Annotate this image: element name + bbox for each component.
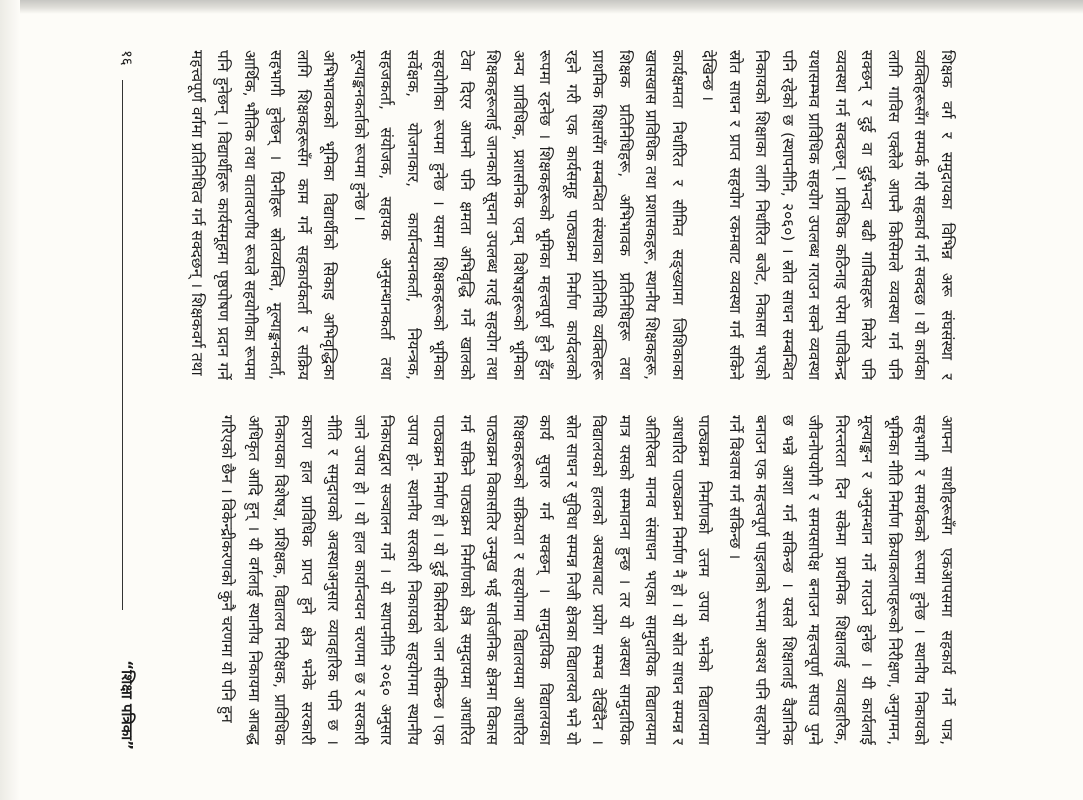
page-footer [107,50,137,750]
footer-rule [122,80,123,610]
left-text-column [160,50,960,380]
scan-edge [0,0,20,800]
scan-shadow [0,0,1083,14]
magazine-name: “शिक्षा पत्रिका” [117,660,136,750]
rotated-document-page [42,40,1042,760]
left-paragraph-2: कार्यक्षमता निर्धारित र सीमित सङ्ख्यामा जिशिकाका खासखास प्राविधिक तथा प्रशासकहरू, स्थानीय शिक्षकहरू, शिक्षक प्रतिनिधिहरू, अभिभावक प्रतिनिधिहरू तथा प्राथमिक शिक्षासँग सम्बन्धित संस्थाका प्रतिनिधि व्यक्तिहरू रहने गरी एक कार्यसमूह पाठ्यक्रम निर्माण कार्यदलको रूपमा रहनेछ । शिक्षकहरूको भूमिका महत्त्वपूर्ण हुने हुँदा अन्य प्राविधिक, प्रशासनिक एवम् विशेषज्ञहरूको भूमिका शिक्षकहरूलाई जानकारी सूचना उपलब्ध गराई सहयोग तथा टेवा दिएर आफ्नो पनि क्षमता अभिवृद्धि गर्ने खालको सहयोगीका रूपमा हुनेछ । यसमा शिक्षकहरूको भूमिका सर्वेक्षक, योजनाकार, कार्यान्वयनकर्ता, नियन्त्रक, सहजकर्ता, संयोजक, सहायक अनुसन्धानकर्ता तथा मूल्याङ्कनकर्ताको रूपमा हुनेछ । [350,50,687,380]
left-paragraph-1: शिक्षक वर्ग र समुदायका विभिन्न अरू संघसंस्था र व्यक्तिहरूसँग सम्पर्क गरी सहकार्य गर्न सक्दछ । यो कार्यका लागि गाविस एक्लैले आफ्नै किसिमले व्यवस्था गर्न पनि सक्छन् र दुई वा दुईभन्दा बढी गाविसहरू मिलेर पनि व्यवस्था गर्न सक्दछन् । प्राविधिक कठिनाइ परेमा पाविकेन्द्र यथासम्भव प्राविधिक सहयोग उपलब्ध गराउन सक्ने व्यवस्था पनि रहेको छ (स्थापनीनि, २०६०) । स्रोत साधन सम्बन्धित निकायको शिक्षाका लागि निर्धारित बजेट, निकासा भएको स्रोत साधन र प्राप्त सहयोग रकमबाट व्यवस्था गर्न सकिने देखिन्छ । [699,50,956,380]
right-paragraph-2: पाठ्यक्रम निर्माणको उत्तम उपाय भनेको विद्यालयमा आधारित पाठ्यक्रम निर्माण नै हो । यो स्रोत साधन सम्पन्न र अतिरिक्त मानव संसाधन भएका सामुदायिक विद्यालयमा मात्र यसको सम्भावना हुन्छ । तर यो अवस्था सामुदायिक विद्यालयको हालको अवस्थाबाट प्रयोग सम्भव देखिँदैन । स्रोत साधन र सुविधा सम्पन्न निजी क्षेत्रका विद्यालयले भने यो कार्य सुचारु गर्न सक्छन् । सामुदायिक विद्यालयका शिक्षकहरूको सक्रियता र सहयोगमा विद्यालयमा आधारित पाठ्यक्रम विकासतिर उन्मुख भई सार्वजनिक क्षेत्रमा विकास गर्न सकिने पाठ्यक्रम निर्माणको क्षेत्र समुदायमा आधारित पाठ्यक्रम निर्माण हो । यो दुई किसिमले जान सकिन्छ । एक उपाय हो- स्थानीय सरकारी निकायको सहयोगमा स्थानीय निकायद्वारा सञ्चालन गर्ने । यो स्थापनीनि २०६० अनुसार जाने उपाय हो । यो हाल कार्यान्वयन चरणमा छ र सरकारी नीति र समुदायको अवस्थाअनुसार व्यावहारिक पनि छ । कारण हाल प्राविधिक प्राप्त हुने क्षेत्र भनेके सरकारी निकायका विशेषज्ञ, प्रशिक्षक, विद्यालय निरीक्षक, प्राविधिक अधिकृत आदि हुन् । यी वर्गलाई स्थानीय निकायमा आबद्ध गरिएको छैन । विकेन्द्रीकरणको कुनै चरणमा यो पनि हुन [218,415,713,745]
right-text-column [160,415,960,745]
right-paragraph-1: आफ्ना साथीहरूसँग एकआपसमा सहकार्य गर्ने पात्र, सहभागी र समर्थकको रूपमा हुनेछ । स्थानीय निकायको भूमिका नीति निर्माण क्रियाकलापहरूको निरीक्षण, अनुगमन, मूल्याङ्कन र अनुसन्धान गर्ने गराउने हुनेछ । यी कार्यलाई निरन्तरता दिन सकेमा प्राथमिक शिक्षालाई व्यावहारिक, जीवनोपयोगी र समयसापेक्ष बनाउन महत्त्वपूर्ण सघाउ पुग्ने छ भन्ने आशा गर्न सकिन्छ । यसले शिक्षालाई वैज्ञानिक बनाउन एक महत्त्वपूर्ण पाइलाको रूपमा अवश्य पनि सहयोग गर्ने विश्वास गर्न सकिन्छ । [725,415,956,745]
page-number: १६ [117,50,136,66]
left-paragraph-3: अभिभावकको भूमिका विद्यार्थीको सिकाइ अभिवृद्धिका लागि शिक्षकहरूसँग काम गर्ने सहकार्यकर्ता र सक्रिय सहभागी हुनेछन् । यिनीहरू स्रोतव्यक्ति, मूल्याङ्कनकर्ता, आर्थिक, भौतिक तथा वातावरणीय रूपले सहयोगीका रूपमा पनि हुनेछन् । विद्यार्थीहरू कार्यसमूहमा पृष्ठपोषण प्रदान गर्ने महत्त्वपूर्ण वर्गमा प्रतिनिधित्व गर्न सक्दछन् । शिक्षकवर्ग तथा [187,50,338,380]
